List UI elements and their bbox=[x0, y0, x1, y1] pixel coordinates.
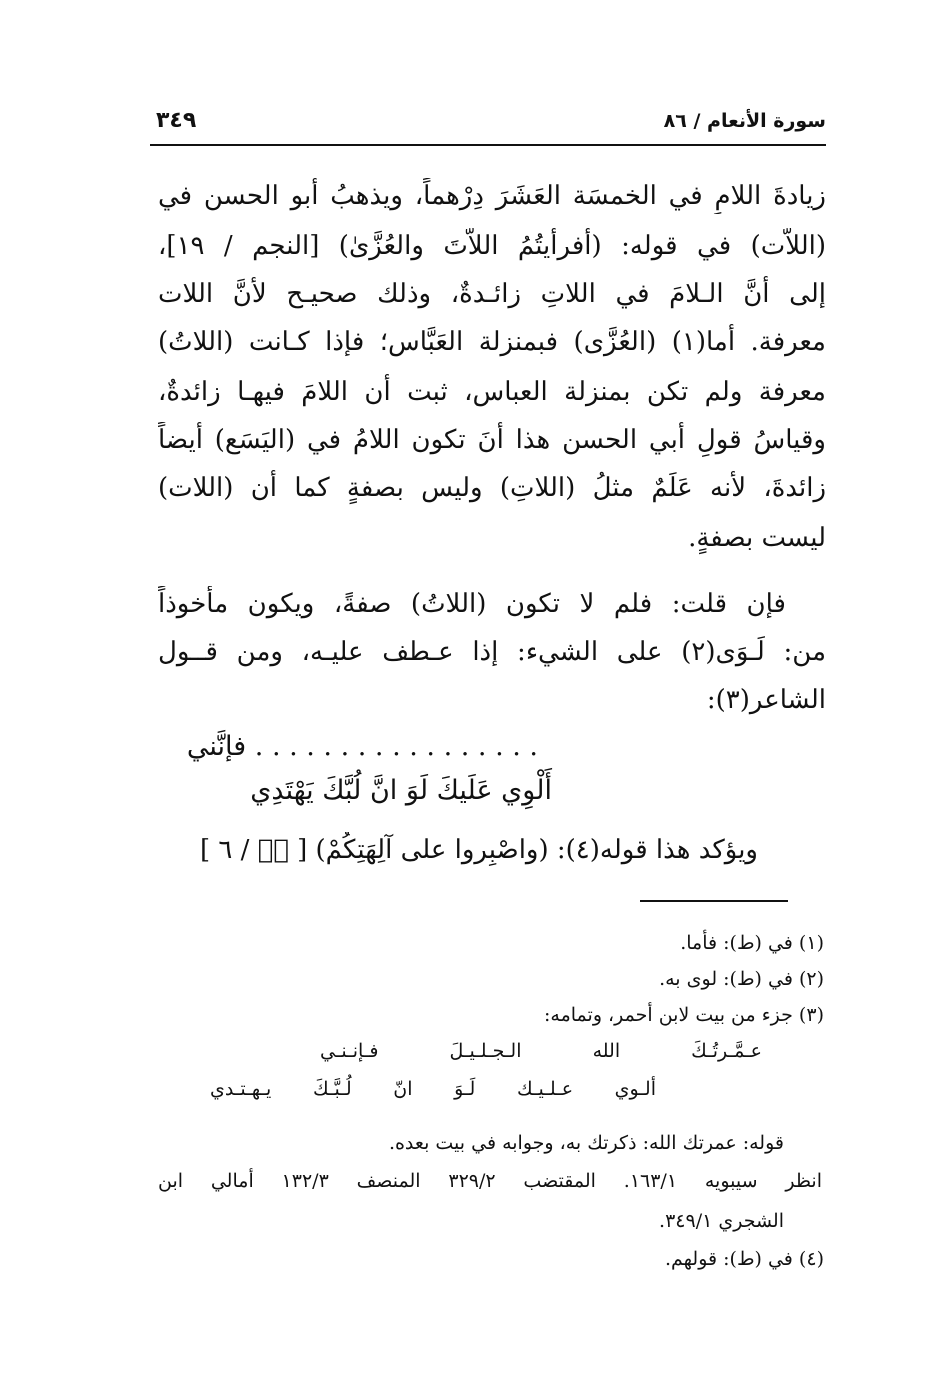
footnote-3-intro: (٣) جزء من بيت لابن أحمر، وتمامه: bbox=[544, 1004, 824, 1026]
footnote-4: (٤) في (ط): قولهم. bbox=[664, 1248, 824, 1270]
page-header bbox=[150, 108, 826, 146]
footnote-3-verse-1: عـمَّـرتُـكَ الله الـجـلـيـلَ فـإنـنـي bbox=[320, 1040, 762, 1062]
footnote-separator bbox=[640, 900, 788, 902]
footnote-3-references-line-2: الشجري ٣٤٩/١. bbox=[659, 1210, 784, 1232]
poem-hemistich-2: أَلْوِي عَلَيكَ لَوَ انَّ لُبَّكَ يَهْتَدِي bbox=[250, 775, 552, 806]
paragraph-1-line-4: معرفة. أما(١) (العُزَّى) فبمنزلة العَبَّاس؛ فإذا كـانت (اللاتُ) bbox=[158, 327, 826, 357]
paragraph-1-line-6: وقياسُ قولِ أبي الحسن هذا أنَ تكون اللامُ في (اليَسَع) أيضاً bbox=[158, 425, 826, 455]
paragraph-2-line-3: الشاعر(٣): bbox=[706, 685, 826, 715]
paragraph-1-line-3: إلى أنَّ الـلامَ في اللاتِ زائـدةٌ، وذلك صحيـح لأنَّ اللات bbox=[158, 279, 826, 309]
running-title: سورة الأنعام / ٨٦ bbox=[663, 110, 826, 132]
footnote-3-comment: قوله: عمرتك الله: ذكرتك به، وجوابه في بيت بعده. bbox=[388, 1132, 784, 1154]
paragraph-1-line-7: زائدةَ، لأنه عَلَمٌ مثلُ (اللاتِ) وليس بصفةٍ كما أن (اللات) bbox=[158, 473, 826, 503]
page-number: ٣٤٩ bbox=[156, 108, 197, 133]
footnote-3-verse-2: ألـوي عـلـيـك لَـوَ انّ لُـبَّـكَ يـهـتـدي bbox=[210, 1078, 656, 1100]
paragraph-2-line-2: من: لَـوَى(٢) على الشيء: إذا عـطف عليـه، ومن قــول bbox=[158, 637, 826, 667]
poem-hemistich-1: . . . . . . . . . . . . . . . . . فإنَّني bbox=[186, 731, 538, 762]
paragraph-1-line-8: ليست بصفةٍ. bbox=[688, 523, 826, 553]
paragraph-1-line-2: (اللاَّت) في قوله: (أفرأيتُمُ اللاَّتَ والعُزَّىٰ) [النجم / ١٩]، bbox=[158, 231, 826, 261]
footnote-1: (١) في (ط): فأما. bbox=[680, 932, 824, 954]
closing-line: ويؤكد هذا قوله(٤): (واصْبِروا على آلِهَتِكُمْ) [ صۤ / ٦ ] bbox=[199, 835, 758, 865]
paragraph-1-line-5: معرفة ولم تكن بمنزلة العباس، ثبت أن اللامَ فيهـا زائدةٌ، bbox=[158, 377, 826, 407]
footnote-3-references-line-1: انظر سيبويه ١٦٣/١. المقتضب ٣٢٩/٢ المنصف ١٣٢/٣ أمالي ابن bbox=[158, 1170, 822, 1192]
paragraph-1-line-1: زيادةَ اللامِ في الخمسَة العَشَرَ دِرْهماً، ويذهبُ أبو الحسن في bbox=[158, 181, 826, 211]
paragraph-2-line-1: فإن قلت: فلم لا تكون (اللاتُ) صفةً، ويكون مأخوذاً bbox=[158, 589, 786, 619]
footnote-2: (٢) في (ط): لوى به. bbox=[659, 968, 824, 990]
